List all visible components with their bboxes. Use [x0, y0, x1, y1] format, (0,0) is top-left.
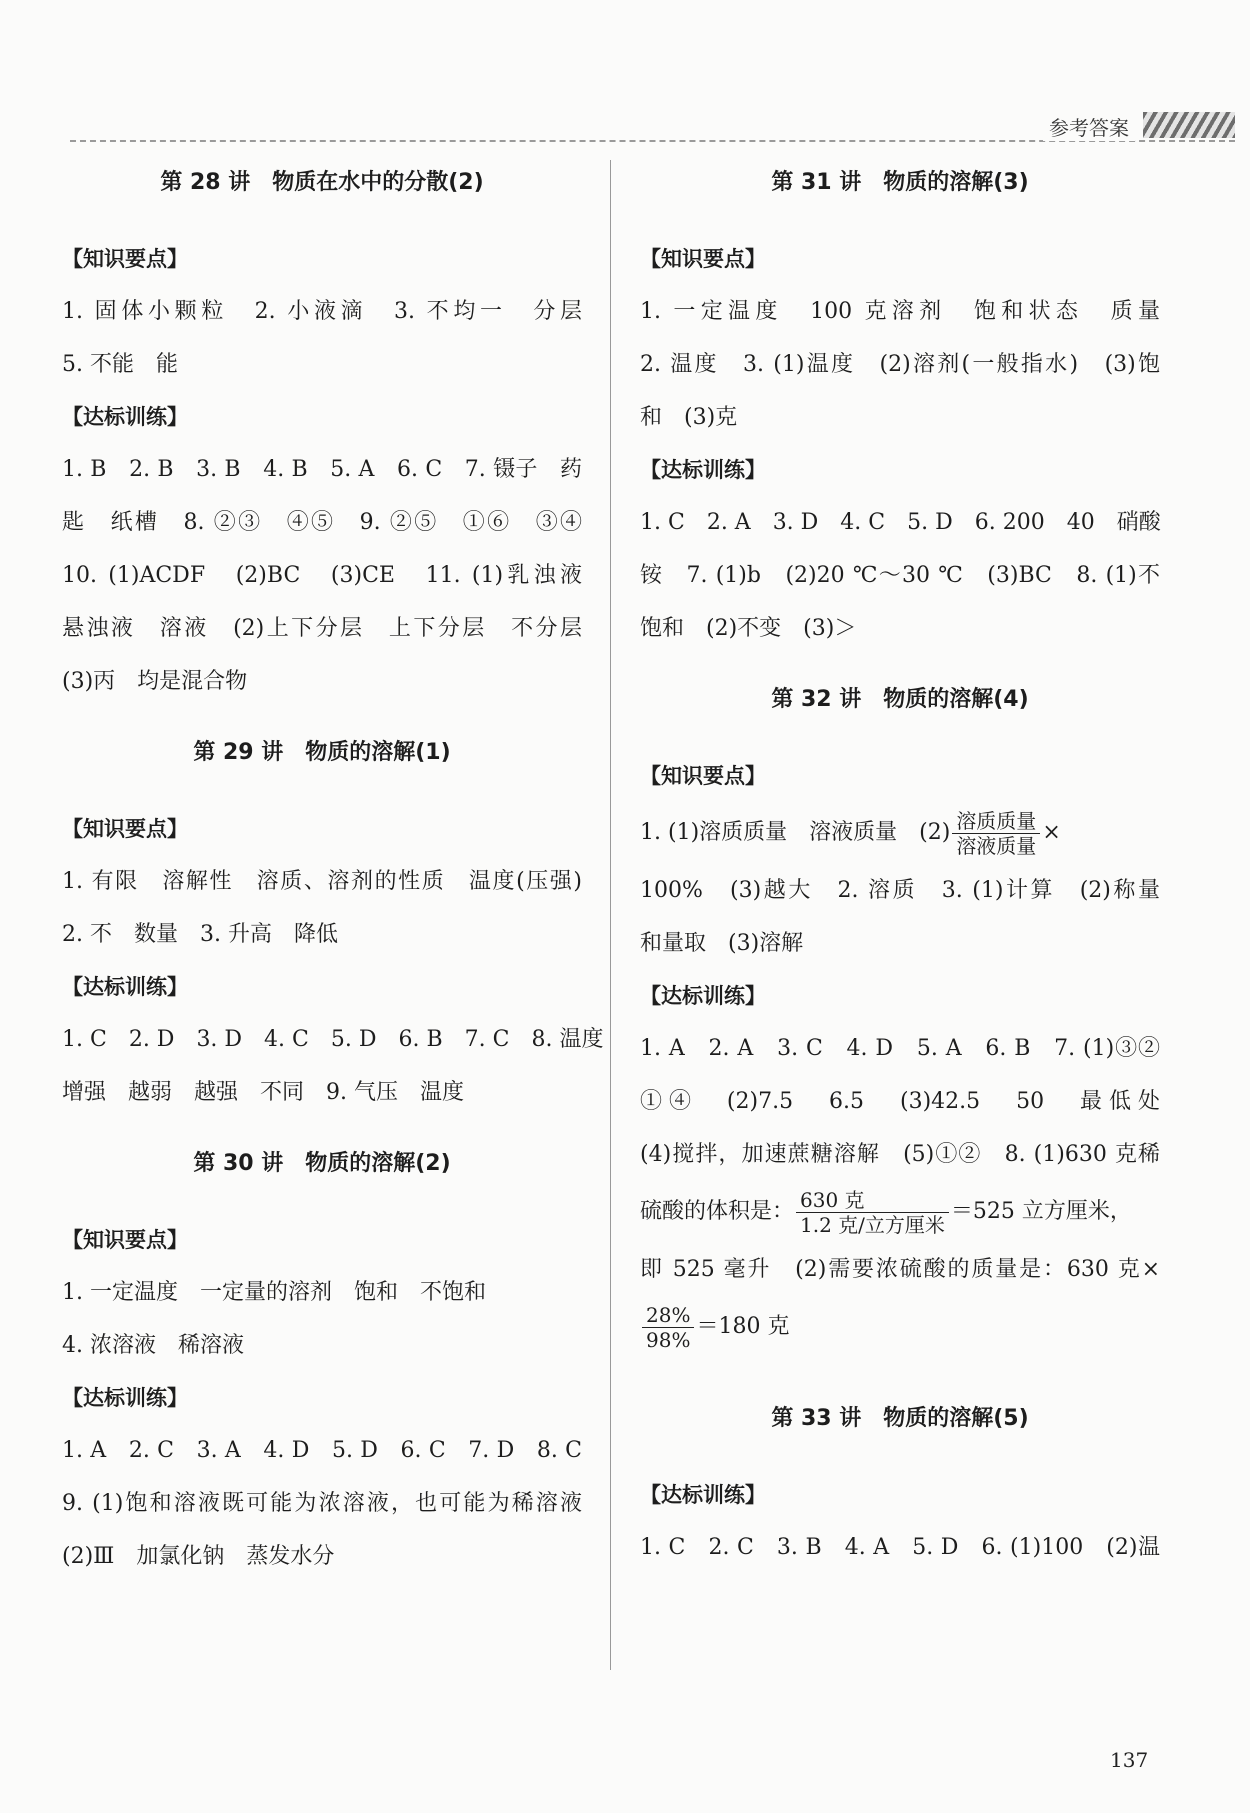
lesson-28-title: 第 28 讲 物质在水中的分散(2) [160, 170, 484, 195]
answer-line: 100% (3)越大 2. 溶质 3. (1)计算 (2)称量 [640, 878, 1160, 903]
knowledge-points-heading: 【知识要点】 [62, 1228, 188, 1252]
answer-line: 1. 一定温度 一定量的溶剂 饱和 不饱和 [62, 1280, 486, 1305]
fraction-denominator: 溶液质量 [956, 833, 1037, 858]
practice-heading: 【达标训练】 [640, 984, 766, 1008]
answer-line-with-fraction [640, 1181, 1160, 1243]
answer-text: ＝180 克 [696, 1314, 790, 1339]
lesson-32-title: 第 32 讲 物质的溶解(4) [771, 687, 1029, 712]
knowledge-points-heading: 【知识要点】 [640, 247, 766, 271]
answer-line: 2. 温度 3. (1)温度 (2)溶剂(一般指水) (3)饱 [640, 352, 1160, 377]
answer-line: 5. 不能 能 [62, 352, 178, 377]
practice-heading: 【达标训练】 [62, 1386, 188, 1410]
answer-line: ①④ (2)7.5 6.5 (3)42.5 50 最低处 [640, 1089, 1160, 1114]
answer-line: 1. C 2. D 3. D 4. C 5. D 6. B 7. C 8. 温度 [62, 1027, 604, 1052]
answer-line: 和量取 (3)溶解 [640, 931, 804, 956]
knowledge-points-heading: 【知识要点】 [62, 247, 188, 271]
fraction-numerator: 溶质质量 [952, 809, 1040, 834]
practice-heading: 【达标训练】 [62, 405, 188, 429]
answer-line: 9. (1)饱和溶液既可能为浓溶液，也可能为稀溶液 [62, 1491, 582, 1516]
answer-line: (2)Ⅲ 加氯化钠 蒸发水分 [62, 1544, 335, 1569]
fraction-numerator: 630 克 [796, 1188, 949, 1213]
answer-line: 增强 越弱 越强 不同 9. 气压 温度 [62, 1080, 464, 1105]
header-stripe-decoration [1143, 112, 1235, 138]
practice-heading: 【达标训练】 [640, 1483, 766, 1507]
lesson-30-title: 第 30 讲 物质的溶解(2) [193, 1151, 451, 1176]
fraction [642, 1303, 694, 1352]
lesson-29-title: 第 29 讲 物质的溶解(1) [193, 740, 451, 765]
fraction [952, 809, 1040, 858]
answer-line: 1. C 2. A 3. D 4. C 5. D 6. 200 40 硝酸 [640, 510, 1161, 535]
fraction-numerator: 28% [642, 1303, 694, 1328]
answer-line-with-fraction [640, 802, 1160, 864]
page-number: 137 [1110, 1748, 1149, 1772]
lesson-33-title: 第 33 讲 物质的溶解(5) [771, 1406, 1029, 1431]
page-header [70, 108, 1235, 148]
answer-line: 匙 纸槽 8. ②③ ④⑤ 9. ②⑤ ①⑥ ③④ [62, 510, 582, 535]
answer-line: 4. 浓溶液 稀溶液 [62, 1333, 244, 1358]
fraction [796, 1188, 949, 1237]
right-column [640, 160, 1160, 1574]
lesson-31-title: 第 31 讲 物质的溶解(3) [771, 170, 1029, 195]
answer-line: 10. (1)ACDF (2)BC (3)CE 11. (1)乳浊液 [62, 563, 582, 588]
knowledge-points-heading: 【知识要点】 [640, 764, 766, 788]
practice-heading: 【达标训练】 [62, 975, 188, 999]
answer-line: (3)丙 均是混合物 [62, 669, 248, 694]
answer-line: 饱和 (2)不变 (3)＞ [640, 616, 857, 641]
knowledge-points-heading: 【知识要点】 [62, 817, 188, 841]
answer-line: 1. B 2. B 3. B 4. B 5. A 6. C 7. 镊子 药 [62, 457, 582, 482]
practice-heading: 【达标训练】 [640, 458, 766, 482]
answer-line: (4)搅拌，加速蔗糖溶解 (5)①② 8. (1)630 克稀 [640, 1142, 1160, 1167]
answer-line: 1. A 2. A 3. C 4. D 5. A 6. B 7. (1)③② [640, 1036, 1160, 1061]
answer-line-with-fraction [640, 1296, 1160, 1358]
left-column [62, 160, 604, 1583]
answer-text: 1. (1)溶质质量 溶液质量 (2) [640, 820, 951, 845]
answer-line: 1. 固体小颗粒 2. 小液滴 3. 不均一 分层 [62, 299, 582, 324]
answer-text: × [1042, 820, 1061, 845]
answer-line: 1. C 2. C 3. B 4. A 5. D 6. (1)100 (2)温 [640, 1535, 1160, 1560]
answer-line: 2. 不 数量 3. 升高 降低 [62, 922, 338, 947]
answer-line: 悬浊液 溶液 (2)上下分层 上下分层 不分层 [62, 616, 582, 641]
answer-line: 即 525 毫升 (2)需要浓硫酸的质量是：630 克× [640, 1257, 1160, 1282]
column-divider [610, 160, 611, 1670]
header-label: 参考答案 [1043, 112, 1135, 141]
fraction-denominator: 98% [646, 1327, 691, 1352]
answer-line: 铵 7. (1)b (2)20 ℃～30 ℃ (3)BC 8. (1)不 [640, 563, 1160, 588]
answer-line: 1. 一定温度 100 克溶剂 饱和状态 质量 [640, 299, 1160, 324]
answer-line: 1. A 2. C 3. A 4. D 5. D 6. C 7. D 8. C [62, 1438, 582, 1463]
answer-line: 1. 有限 溶解性 溶质、溶剂的性质 温度(压强) [62, 869, 582, 894]
answer-line: 和 (3)克 [640, 405, 738, 430]
fraction-denominator: 1.2 克/立方厘米 [800, 1212, 945, 1237]
answer-text: 硫酸的体积是： [640, 1199, 795, 1224]
answer-text: ＝525 立方厘米， [950, 1199, 1132, 1224]
